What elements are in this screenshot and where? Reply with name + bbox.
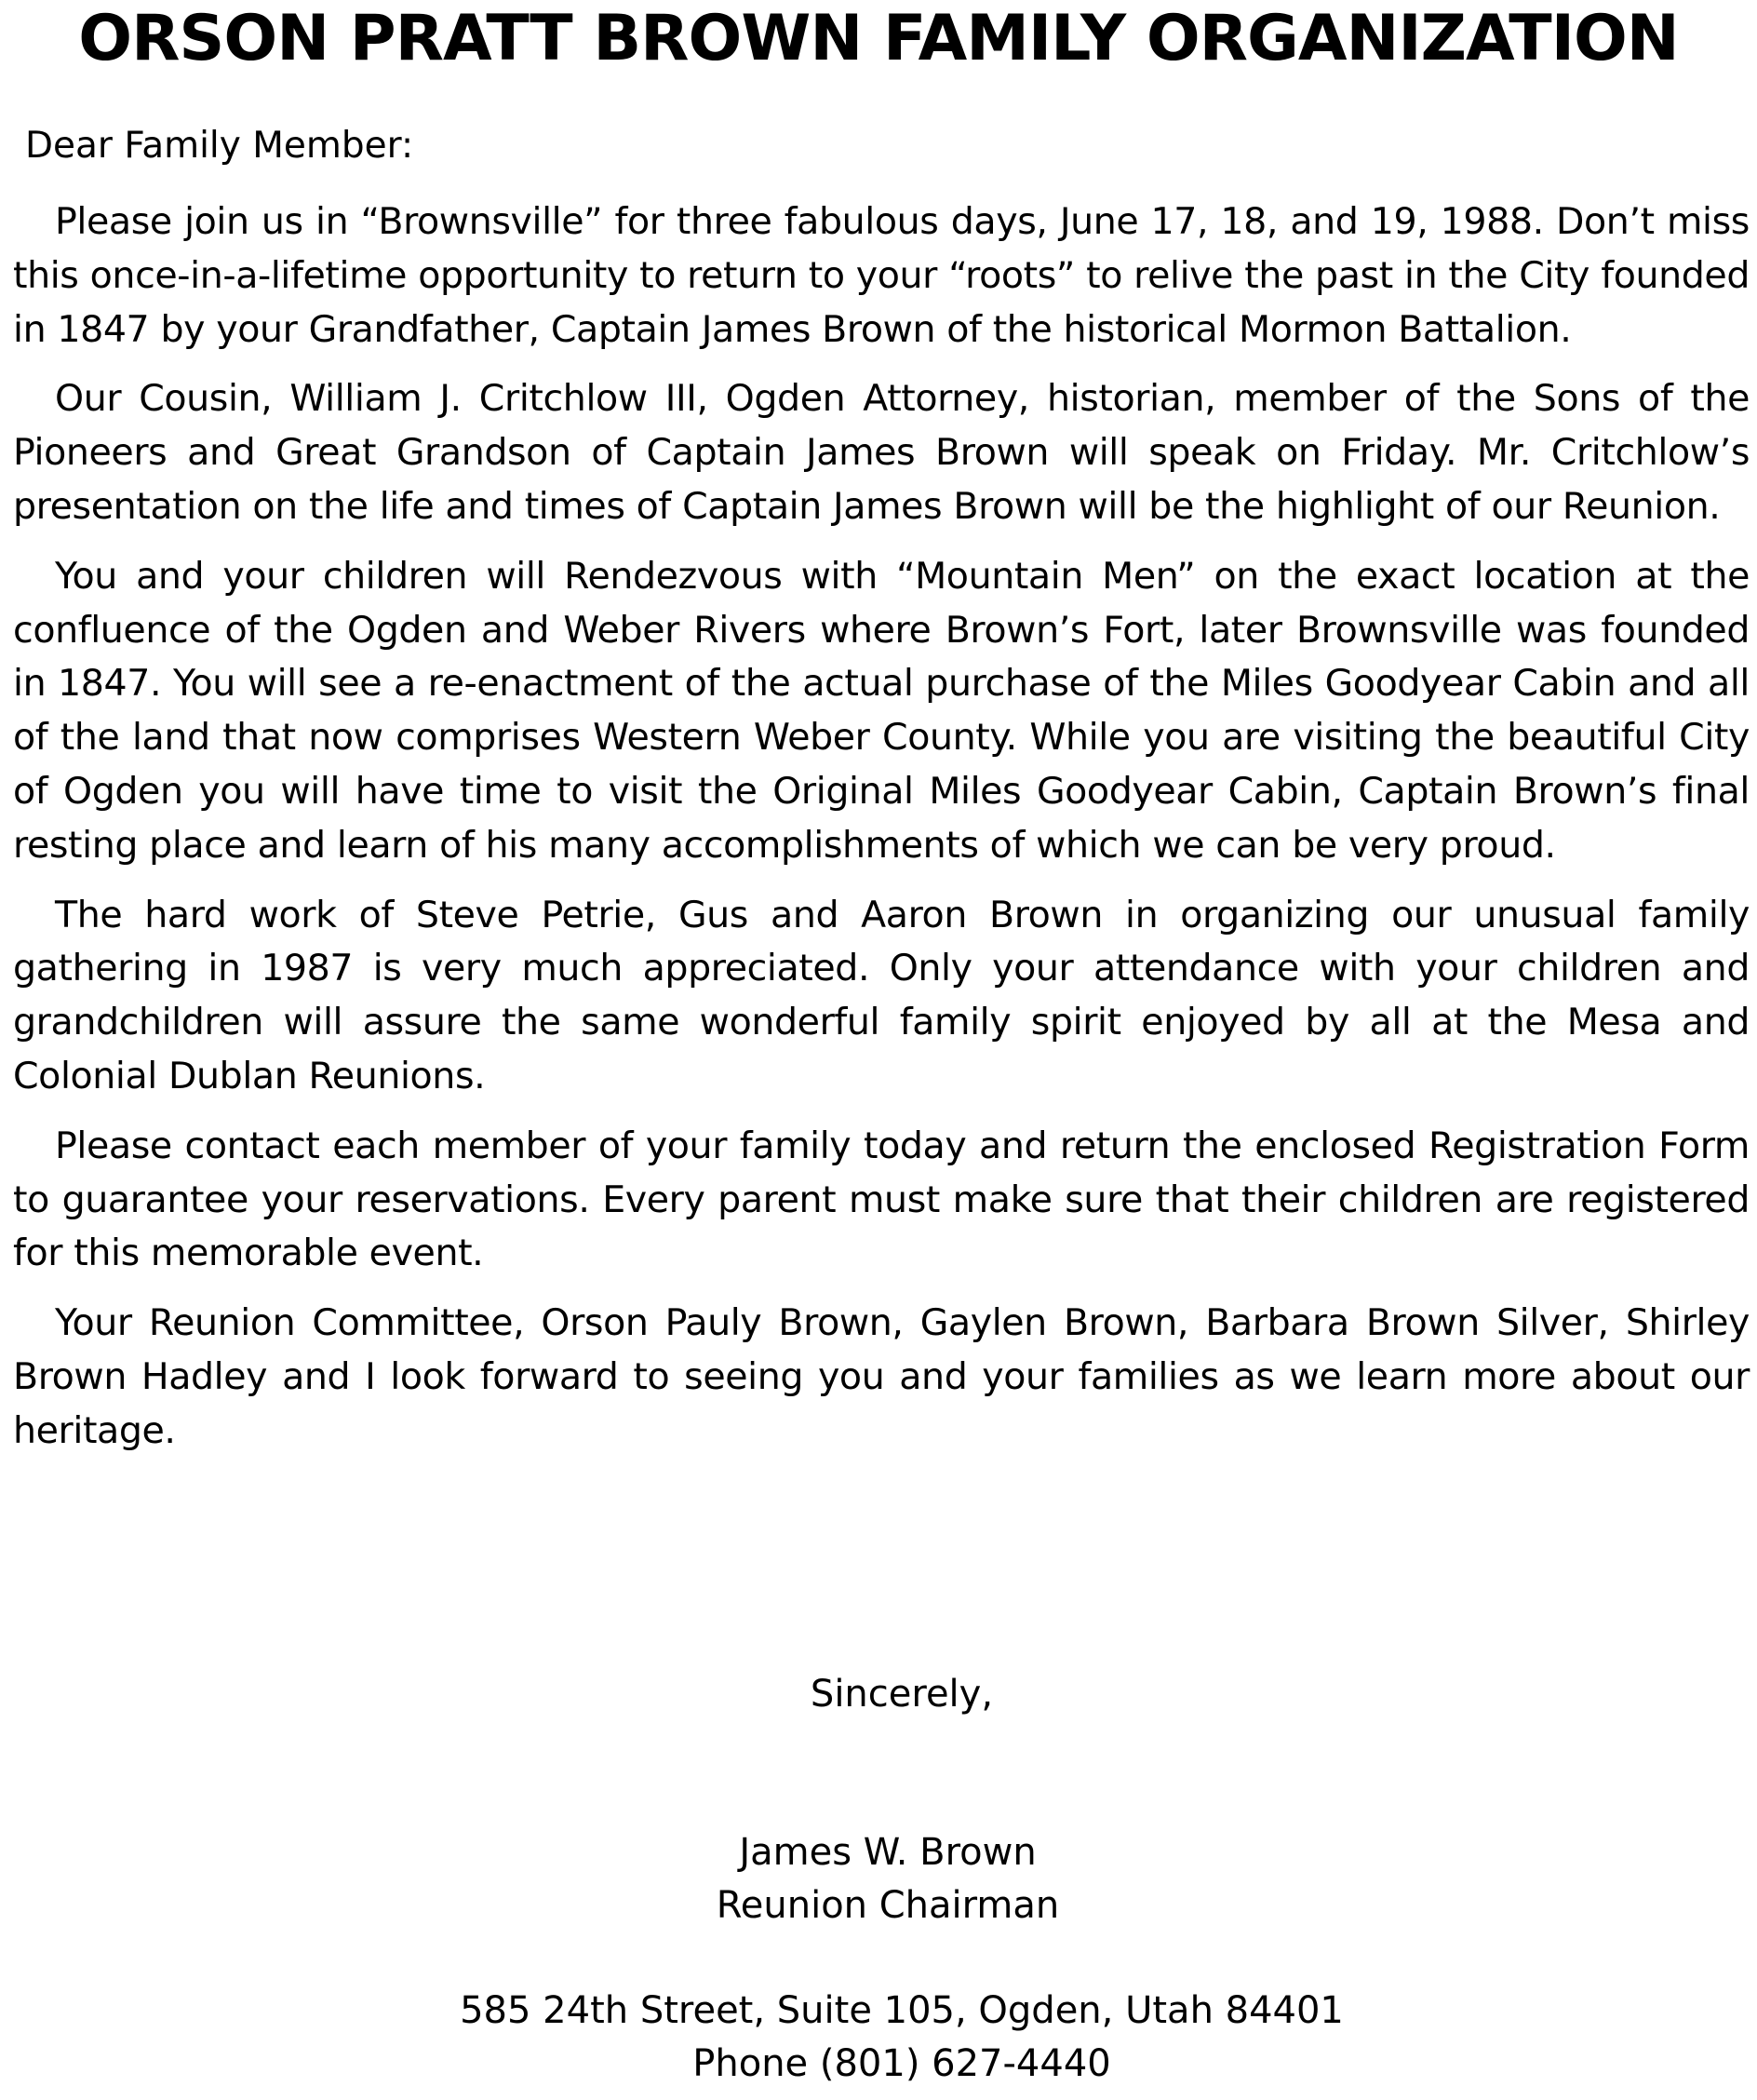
- salutation: Dear Family Member:: [25, 125, 414, 167]
- paragraph-speaker: Our Cousin, William J. Critchlow III, Ogden Attorney, historian, member of the Sons of the Pioneers and Great Grandson of Captain James Brown will speak on Friday. Mr. Critchlow’s presentation on the life and times of Captain James Brown will be the highlight of our Reunion.: [13, 377, 1750, 528]
- paragraph-invitation: Please join us in “Brownsville” for three fabulous days, June 17, 18, and 19, 1988. Don’t miss this once-in-a-lifetime opportunity to return to your “roots” to relive the past in the City founded in 1847 by your Grandfather, Captain James Brown of the historical Mormon Battalion.: [13, 200, 1750, 351]
- paragraph-rendezvous: You and your children will Rendezvous with “Mountain Men” on the exact location at the confluence of the Ogden and Weber Rivers where Brown’s Fort, later Brownsville was founded in 1847. You will see a re-enactment of the actual purchase of the Miles Goodyear Cabin and all of the land that now comprises Western Weber County. While you are visiting the beautiful City of Ogden you will have time to visit the Original Miles Goodyear Cabin, Captain Brown’s final resting place and learn of his many accomplishments of which we can be very proud.: [13, 554, 1750, 867]
- signature-name: James W. Brown: [739, 1831, 1037, 1874]
- letter-title: ORSON PRATT BROWN FAMILY ORGANIZATION: [78, 2, 1679, 75]
- closing: Sincerely,: [810, 1673, 994, 1716]
- signature-title: Reunion Chairman: [716, 1884, 1060, 1927]
- paragraph-committee: Your Reunion Committee, Orson Pauly Brown, Gaylen Brown, Barbara Brown Silver, Shirley Brown Hadley and I look forward to seeing you and your families as we learn more about our heritage.: [13, 1301, 1750, 1452]
- phone: Phone (801) 627-4440: [692, 2042, 1111, 2085]
- address: 585 24th Street, Suite 105, Ogden, Utah 84401: [460, 1989, 1344, 2032]
- paragraph-appreciation: The hard work of Steve Petrie, Gus and Aaron Brown in organizing our unusual family gathering in 1987 is very much appreciated. Only your attendance with your children and grandchildren will assure the same wonderful family spirit enjoyed by all at the Mesa and Colonial Dublan Reunions.: [13, 893, 1750, 1097]
- paragraph-registration: Please contact each member of your family today and return the enclosed Registration Form to guarantee your reservations. Every parent must make sure that their children are registered for this memorable event.: [13, 1124, 1750, 1275]
- letter-body: [13, 195, 1750, 1474]
